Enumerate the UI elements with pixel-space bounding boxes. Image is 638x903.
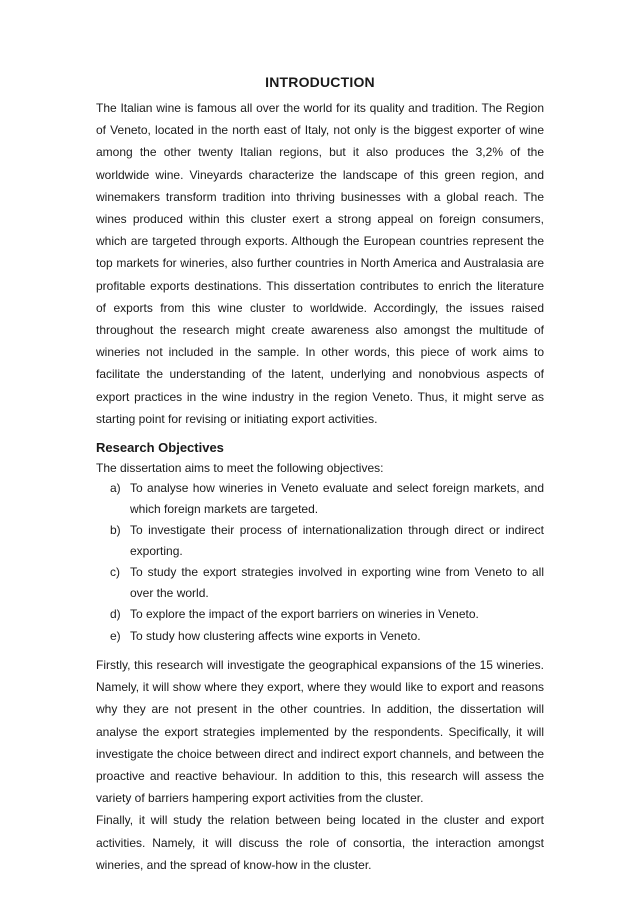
document-page	[96, 74, 544, 876]
intro-paragraph: The Italian wine is famous all over the world for its quality and tradition. The Region of Veneto, located in the north east of Italy, not only is the biggest exporter of wine among the other twenty Italian regions, but it also produces the 3,2% of the worldwide wine. Vineyards characterize the landscape of this green region, and winemakers transform tradition into thriving businesses with a global reach. The wines produced within this cluster exert a strong appeal on foreign consumers, which are targeted through exports. Although the European countries represent the top markets for wineries, also further countries in North America and Australasia are profitable exports destinations. This dissertation contributes to enrich the literature of exports from this wine cluster to worldwide. Accordingly, the issues raised throughout the research might create awareness also amongst the multitude of wineries not included in the sample. In other words, this piece of work aims to facilitate the understanding of the latent, underlying and nonobvious aspects of export practices in the wine industry in the region Veneto. Thus, it might serve as starting point for revising or initiating export activities.	[96, 101, 544, 426]
list-item-marker: e)	[110, 628, 121, 643]
firstly-paragraph: Firstly, this research will investigate the geographical expansions of the 15 wineries. Namely, it will show where they export, where they would like to export and reasons why they are not present in the other countries. In addition, the dissertation will analyse the export strategies implemented by the respondents. Specifically, it will investigate the choice between direct and indirect export channels, and between the proactive and reactive behaviour. In addition to this, this research will assess the variety of barriers hampering export activities from the cluster.	[96, 658, 544, 806]
list-item-marker: a)	[110, 481, 121, 496]
list-item	[96, 478, 544, 519]
list-item-marker: d)	[110, 607, 121, 622]
list-item-text: To analyse how wineries in Veneto evaluate and select foreign markets, and which foreign markets are targeted.	[130, 481, 544, 516]
spacer	[96, 646, 544, 654]
list-item	[96, 626, 544, 647]
section-heading-research-objectives: Research Objectives	[96, 440, 224, 456]
finally-paragraph: Finally, it will study the relation between being located in the cluster and export activities. Namely, it will discuss the role of consortia, the interaction amongst wineries, and the spread of know-how in the cluster.	[96, 813, 544, 872]
list-item	[96, 604, 544, 625]
list-item	[96, 520, 544, 561]
objectives-list	[96, 478, 544, 646]
objectives-intro: The dissertation aims to meet the following objectives:	[96, 461, 384, 476]
list-item-text: To investigate their process of internationalization through direct or indirect exporting.	[130, 523, 544, 558]
list-item-text: To study the export strategies involved in exporting wine from Veneto to all over the world.	[130, 565, 544, 600]
list-item	[96, 562, 544, 603]
page-title: INTRODUCTION	[265, 74, 375, 90]
list-item-marker: b)	[110, 523, 121, 538]
list-item-text: To explore the impact of the export barriers on wineries in Veneto.	[130, 607, 479, 622]
list-item-marker: c)	[110, 565, 120, 580]
list-item-text: To study how clustering affects wine exports in Veneto.	[130, 628, 421, 643]
